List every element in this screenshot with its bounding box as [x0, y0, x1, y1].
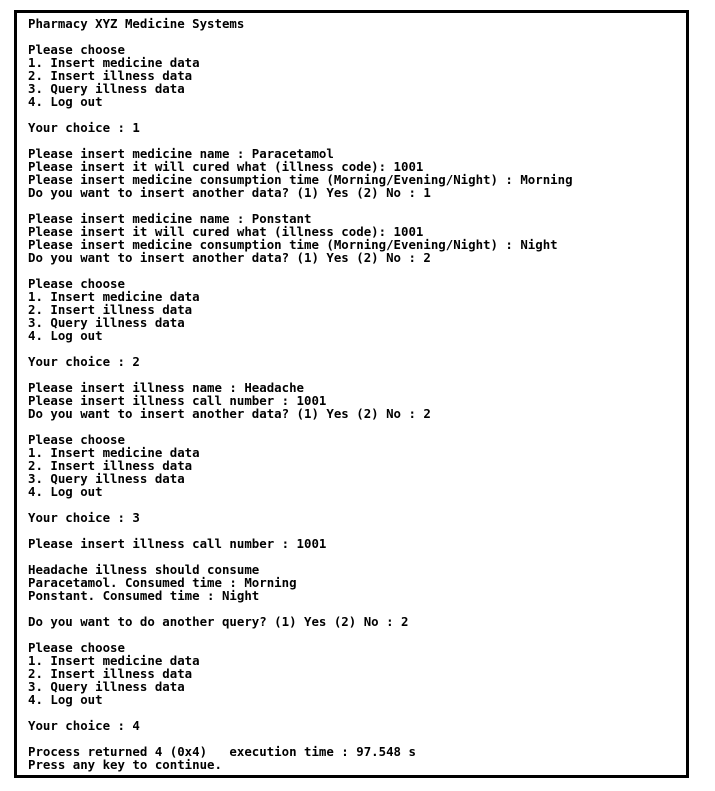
- console-line: [28, 264, 682, 277]
- console-line: 3. Query illness data: [28, 315, 185, 330]
- console-line: Please insert medicine consumption time (Morning/Evening/Night) : Night: [28, 237, 558, 252]
- console-line: Paracetamol. Consumed time : Morning: [28, 575, 297, 590]
- console-line: 1. Insert medicine data: [28, 289, 200, 304]
- console-line: Please insert it will cured what (illness code): 1001: [28, 159, 424, 174]
- console-line: Ponstant. Consumed time : Night: [28, 588, 260, 603]
- console-line: 4. Log out: [28, 328, 103, 343]
- console-line: 2. Insert illness data: [28, 666, 193, 681]
- console-line: 4. Log out: [28, 692, 103, 707]
- console-line: Your choice : 1: [28, 120, 140, 135]
- console-line: Please insert medicine consumption time (Morning/Evening/Night) : Morning: [28, 172, 573, 187]
- console-line: Please choose: [28, 276, 125, 291]
- console-line: 4. Log out: [28, 94, 103, 109]
- console-line: Press any key to continue.: [28, 757, 222, 772]
- console-line: Your choice : 3: [28, 510, 140, 525]
- console-line: Please choose: [28, 640, 125, 655]
- console-line: 1. Insert medicine data: [28, 55, 200, 70]
- console-line: Your choice : 4: [28, 718, 140, 733]
- console-line: 1. Insert medicine data: [28, 445, 200, 460]
- window-title: Pharmacy XYZ Medicine Systems: [28, 16, 245, 31]
- console-line: Please insert illness name : Headache: [28, 380, 305, 395]
- console-window[interactable]: [14, 10, 689, 778]
- console-line: [28, 30, 682, 43]
- console-line: Please insert it will cured what (illness code): 1001: [28, 224, 424, 239]
- console-line: 2. Insert illness data: [28, 302, 193, 317]
- console-line: Process returned 4 (0x4) execution time : 97.548 s: [28, 744, 416, 759]
- console-line: Do you want to insert another data? (1) Yes (2) No : 2: [28, 406, 431, 421]
- console-line: 4. Log out: [28, 484, 103, 499]
- console-line: 2. Insert illness data: [28, 68, 193, 83]
- console-output: [28, 17, 682, 771]
- console-line: Do you want to do another query? (1) Yes (2) No : 2: [28, 614, 409, 629]
- console-line: 2. Insert illness data: [28, 458, 193, 473]
- console-line: Please insert illness call number : 1001: [28, 536, 327, 551]
- console-line: 3. Query illness data: [28, 471, 185, 486]
- console-line: Please insert medicine name : Paracetamol: [28, 146, 334, 161]
- console-line: Do you want to insert another data? (1) Yes (2) No : 1: [28, 185, 431, 200]
- console-line: Please insert illness call number : 1001: [28, 393, 327, 408]
- console-line: [28, 628, 682, 641]
- console-line: Do you want to insert another data? (1) Yes (2) No : 2: [28, 250, 431, 265]
- console-line: Headache illness should consume: [28, 562, 260, 577]
- console-line: 1. Insert medicine data: [28, 653, 200, 668]
- console-line: Your choice : 2: [28, 354, 140, 369]
- console-line: Please insert medicine name : Ponstant: [28, 211, 312, 226]
- console-line: 3. Query illness data: [28, 679, 185, 694]
- console-line: Please choose: [28, 42, 125, 57]
- console-line: 3. Query illness data: [28, 81, 185, 96]
- console-line: [28, 420, 682, 433]
- console-line: Please choose: [28, 432, 125, 447]
